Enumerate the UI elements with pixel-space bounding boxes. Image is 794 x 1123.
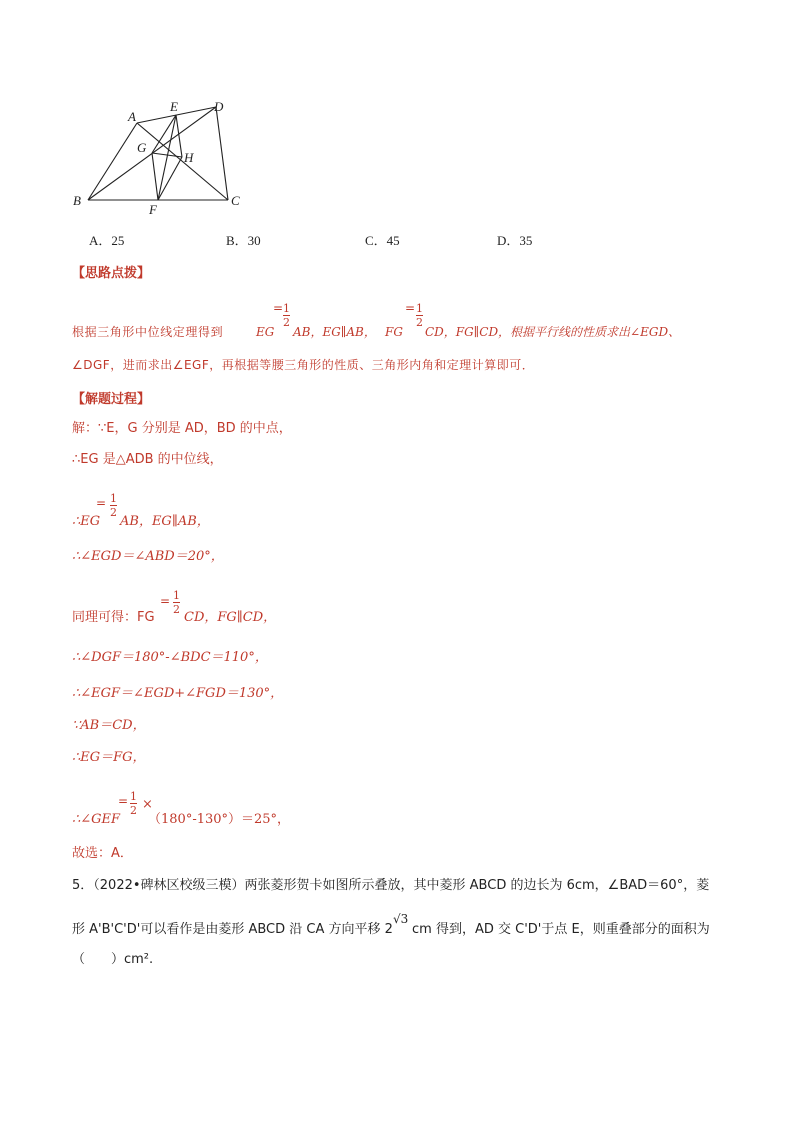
hint-cd: CD，FG∥CD，根据平行线的性质求出∠EGD、 bbox=[425, 325, 681, 339]
point-f-label: F bbox=[149, 202, 157, 217]
segment-gf bbox=[152, 153, 158, 200]
solution-title: 【解题过程】 bbox=[72, 392, 151, 407]
point-a-label: A bbox=[128, 109, 136, 124]
option-b[interactable]: B．30 bbox=[226, 233, 261, 248]
problem-5-line-2-b: cm 得到，AD 交 C'D'于点 E，则重叠部分的面积为 bbox=[412, 922, 710, 937]
option-d[interactable]: D．35 bbox=[497, 233, 533, 248]
problem-5-line-3: （ ）cm². bbox=[72, 952, 154, 967]
hint-eq-1: = bbox=[273, 301, 284, 315]
solution-step-10-b: （180°-130°）＝25°， bbox=[148, 812, 291, 827]
segment-ab bbox=[88, 123, 137, 200]
segment-hf bbox=[158, 157, 182, 200]
solution-step-11: 故选：A． bbox=[72, 846, 133, 861]
problem-5-line-2-a: 形 A'B'C'D'可以看作是由菱形 ABCD 沿 CA 方向平移 2 bbox=[72, 922, 393, 937]
point-b-label: B bbox=[73, 193, 81, 208]
segment-ef bbox=[158, 115, 176, 200]
point-c-label: C bbox=[231, 193, 240, 208]
hint-title: 【思路点拨】 bbox=[72, 266, 151, 281]
hint-line-1: 根据三角形中位线定理得到 bbox=[72, 325, 224, 339]
point-h-label: H bbox=[184, 150, 194, 165]
problem-5-sqrt: √3 bbox=[393, 912, 409, 926]
step10-fraction: 1 2 bbox=[130, 790, 137, 817]
hint-fraction-2: 1 2 bbox=[416, 302, 423, 329]
step10-times: × bbox=[142, 797, 153, 812]
hint-eq-2: = bbox=[405, 301, 416, 315]
point-e-label: E bbox=[170, 99, 178, 114]
solution-step-1: 解：∵E，G 分别是 AD，BD 的中点， bbox=[72, 421, 292, 436]
solution-step-4: ∴∠EGD＝∠ABD＝20°， bbox=[72, 549, 224, 564]
hint-fg: FG bbox=[385, 325, 403, 339]
solution-step-3-a: ∴EG bbox=[72, 514, 101, 529]
point-d-label: D bbox=[214, 99, 224, 114]
option-a[interactable]: A．25 bbox=[89, 233, 125, 248]
solution-step-5-a: 同理可得：FG bbox=[72, 610, 155, 625]
solution-step-5-b: CD，FG∥CD， bbox=[184, 610, 277, 625]
solution-step-10-a: ∴∠GEF bbox=[72, 812, 121, 827]
hint-line-2: ∠DGF，进而求出∠EGF，再根据等腰三角形的性质、三角形内角和定理计算即可． bbox=[72, 358, 535, 372]
solution-step-8: ∵AB＝CD， bbox=[72, 718, 146, 733]
hint-eg: EG bbox=[256, 325, 275, 339]
solution-step-9: ∴EG＝FG， bbox=[72, 750, 146, 765]
solution-step-7: ∴∠EGF＝∠EGD+∠FGD＝130°， bbox=[72, 686, 284, 701]
step5-eq: = bbox=[160, 594, 171, 608]
step5-fraction: 1 2 bbox=[173, 589, 180, 616]
solution-step-6: ∴∠DGF＝180°-∠BDC＝110°， bbox=[72, 650, 268, 665]
step10-eq: = bbox=[118, 794, 129, 808]
solution-step-3-b: AB，EG∥AB， bbox=[120, 514, 210, 529]
geometry-figure bbox=[70, 95, 250, 220]
segment-dc bbox=[216, 107, 228, 200]
step3-eq: = bbox=[96, 496, 107, 510]
option-c[interactable]: C．45 bbox=[365, 233, 400, 248]
hint-ab: AB，EG∥AB， bbox=[293, 325, 376, 339]
hint-fraction-1: 1 2 bbox=[283, 302, 290, 329]
step3-fraction: 1 2 bbox=[110, 492, 117, 519]
solution-step-2: ∴EG 是△ADB 的中位线， bbox=[72, 452, 223, 467]
segment-ac bbox=[137, 123, 228, 200]
problem-5-line-1: 5．（2022•碑林区校级三模）两张菱形贺卡如图所示叠放，其中菱形 ABCD 的边长为 6cm，∠BAD＝60°，菱 bbox=[72, 878, 710, 893]
point-g-label: G bbox=[137, 140, 147, 155]
